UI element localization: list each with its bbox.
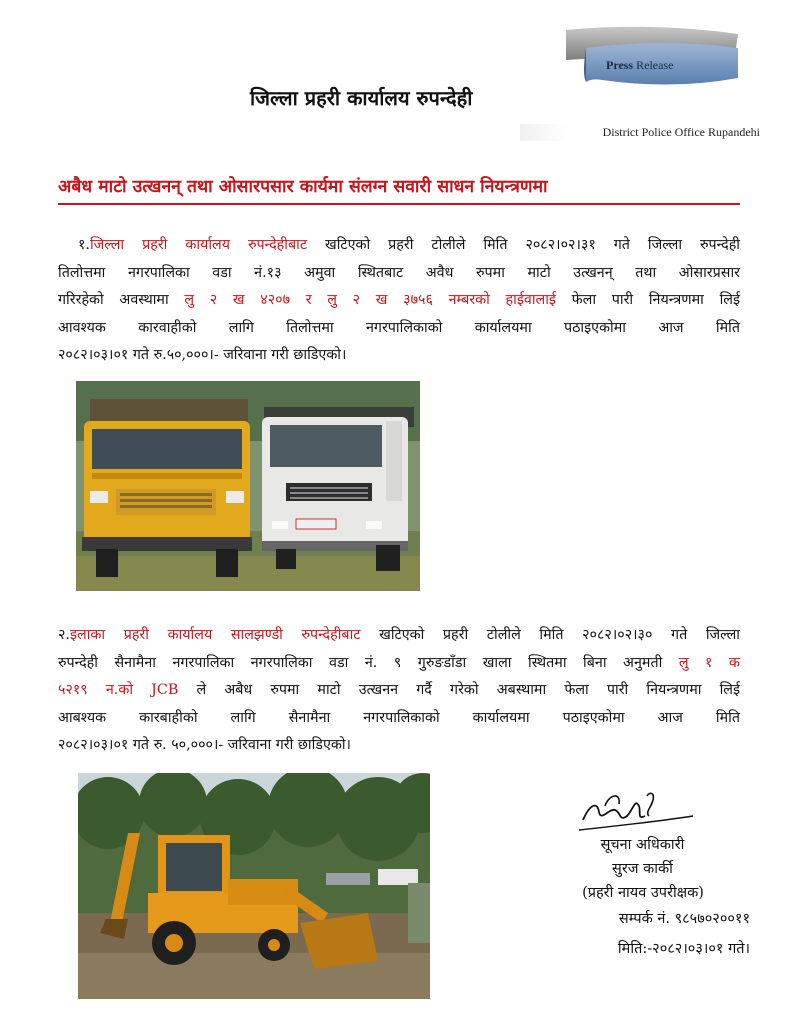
jcb-photo [78, 773, 430, 999]
item-2-line-4: आबश्यक कारबाहीको लागि सैनामैना नगरपालिकाको कार्यालयमा पठाइएकोमा आज मिति [58, 709, 740, 726]
trucks-photo [76, 381, 420, 591]
item-2-unit: इलाका प्रहरी कार्यालय सालझण्डी रुपन्देहीबाट [69, 627, 361, 643]
item-2-vehicle-b: ५२१९ न.को JCB [58, 682, 179, 698]
item-1-line-4: आवश्यक कारवाहीको लागि तिलोत्तमा नगरपालिकाको कार्यालयमा पठाइएकोमा आज मिति [58, 319, 740, 336]
office-title: जिल्ला प्रहरी कार्यालय रुपन्देही [250, 86, 473, 110]
item-1-line-2: तिलोत्तमा नगरपालिका वडा नं.१३ अमुवा स्थितबाट अवैध रुपमा माटो उत्खनन् तथा ओसारप्रसार [58, 264, 740, 281]
office-title-english: District Police Office Rupandehi [520, 124, 762, 141]
signatory-role: सूचना अधिकारी [600, 837, 685, 853]
item-2-line-3: ५२१९ न.को JCB ले अबैध रुपमा माटो उत्खनन गर्दै गरेको अबस्थामा फेला पारी नियन्त्रणमा लिई [58, 682, 741, 698]
item-1-paragraph [58, 232, 740, 370]
item-1-line-5: २०८२।०३।०१ गते रु.५०,०००।- जरिवाना गरी छाडिएको। [58, 347, 347, 363]
headline: अबैध माटो उत्खनन् तथा ओसारपसार कार्यमा संलग्न सवारी साधन नियन्त्रणमा [58, 177, 548, 197]
item-2-line-5: २०८२।०३।०१ गते रु. ५०,०००।- जरिवाना गरी छाडिएको। [58, 737, 351, 753]
item-2-vehicle-a: लु १ क [678, 654, 740, 671]
headline-underline [58, 203, 740, 205]
item-2-paragraph [58, 622, 740, 760]
signatory-rank: (प्रहरी नायव उपरीक्षक) [582, 885, 704, 901]
item-2-line-1: २.इलाका प्रहरी कार्यालय सालझण्डी रुपन्देहीबाट खटिएको प्रहरी टोलीले मिति २०८२।०२।३० गते जिल्ला [58, 627, 740, 643]
item-1-unit: जिल्ला प्रहरी कार्यालय रुपन्देहीबाट [89, 237, 308, 253]
press-release-label: Press Release [606, 58, 674, 72]
signatory-name: सुरज कार्की [612, 861, 673, 877]
item-1-line-1: १.जिल्ला प्रहरी कार्यालय रुपन्देहीबाट खटिएको प्रहरी टोलीले मिति २०८२।०२।३१ गते जिल्ला रुपन्देही [78, 237, 740, 253]
contact-number: सम्पर्क नं. ९८५७०२००११ [618, 911, 750, 927]
item-1-vehicles: लु २ ख ४२०७ र लु २ ख ३७५६ नम्बरको हाईवालाई [184, 292, 556, 308]
item-1-line-3: गरिरहेको अवस्थामा लु २ ख ४२०७ र लु २ ख ३७५६ नम्बरको हाईवालाई फेला पारी नियन्त्रणमा लिई [58, 292, 740, 308]
item-2-line-2: रुपन्देही सैनामैना नगरपालिका नगरपालिका वडा नं. ९ गुरुङडाँडा खाला स्थितमा बिना अनुमती लु १ क [58, 654, 740, 671]
release-date: मिति:-२०८२।०३।०१ गते। [617, 941, 750, 957]
